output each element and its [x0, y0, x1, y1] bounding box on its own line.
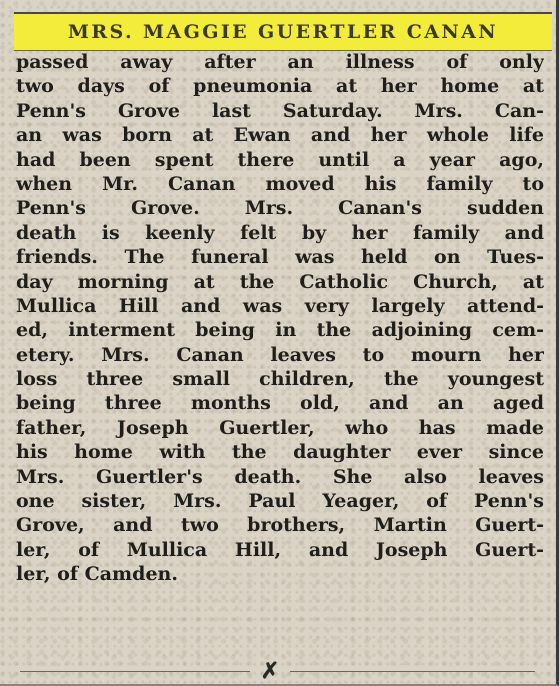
- article-line: ler, of Mullica Hill, and Joseph Guert-: [16, 538, 544, 561]
- article-line: an was born at Ewan and her whole life: [16, 124, 544, 147]
- article-line: when Mr. Canan moved his family to: [16, 172, 544, 195]
- separator-rule-right: [290, 671, 535, 672]
- article-line: one sister, Mrs. Paul Yeager, of Penn's: [16, 490, 544, 513]
- article-line: his home with the daughter ever since: [16, 441, 544, 464]
- separator-ornament-icon: ✗: [260, 658, 280, 684]
- article-line: Penn's Grove. Mrs. Canan's sudden: [16, 197, 544, 220]
- article-line: Mrs. Guertler's death. She also leaves: [16, 465, 544, 488]
- article-line: father, Joseph Guertler, who has made: [16, 416, 544, 439]
- article-line: ed, interment being in the adjoining cem-: [16, 319, 544, 342]
- article-line: Grove, and two brothers, Martin Guert-: [16, 514, 544, 537]
- end-separator: [0, 658, 559, 684]
- article-line: friends. The funeral was held on Tues-: [16, 246, 544, 269]
- article-line: two days of pneumonia at her home at: [16, 75, 544, 98]
- article-line: ler, of Camden.: [16, 563, 178, 586]
- article-line: passed away after an illness of only: [16, 51, 544, 73]
- article-body: [16, 50, 544, 587]
- separator-rule-left: [20, 671, 250, 672]
- article-line: death is keenly felt by her family and: [16, 221, 544, 244]
- article-line: being three months old, and an aged: [16, 392, 544, 415]
- article-line: etery. Mrs. Canan leaves to mourn her: [16, 343, 544, 366]
- headline: MRS. MAGGIE GUERTLER CANAN: [14, 12, 552, 51]
- article-line: day morning at the Catholic Church, at: [16, 270, 544, 293]
- article-line: Mullica Hill and was very largely attend-: [16, 294, 544, 317]
- article-line: loss three small children, the youngest: [16, 368, 544, 391]
- article-line: Penn's Grove last Saturday. Mrs. Can-: [16, 99, 544, 122]
- article-line: had been spent there until a year ago,: [16, 148, 544, 171]
